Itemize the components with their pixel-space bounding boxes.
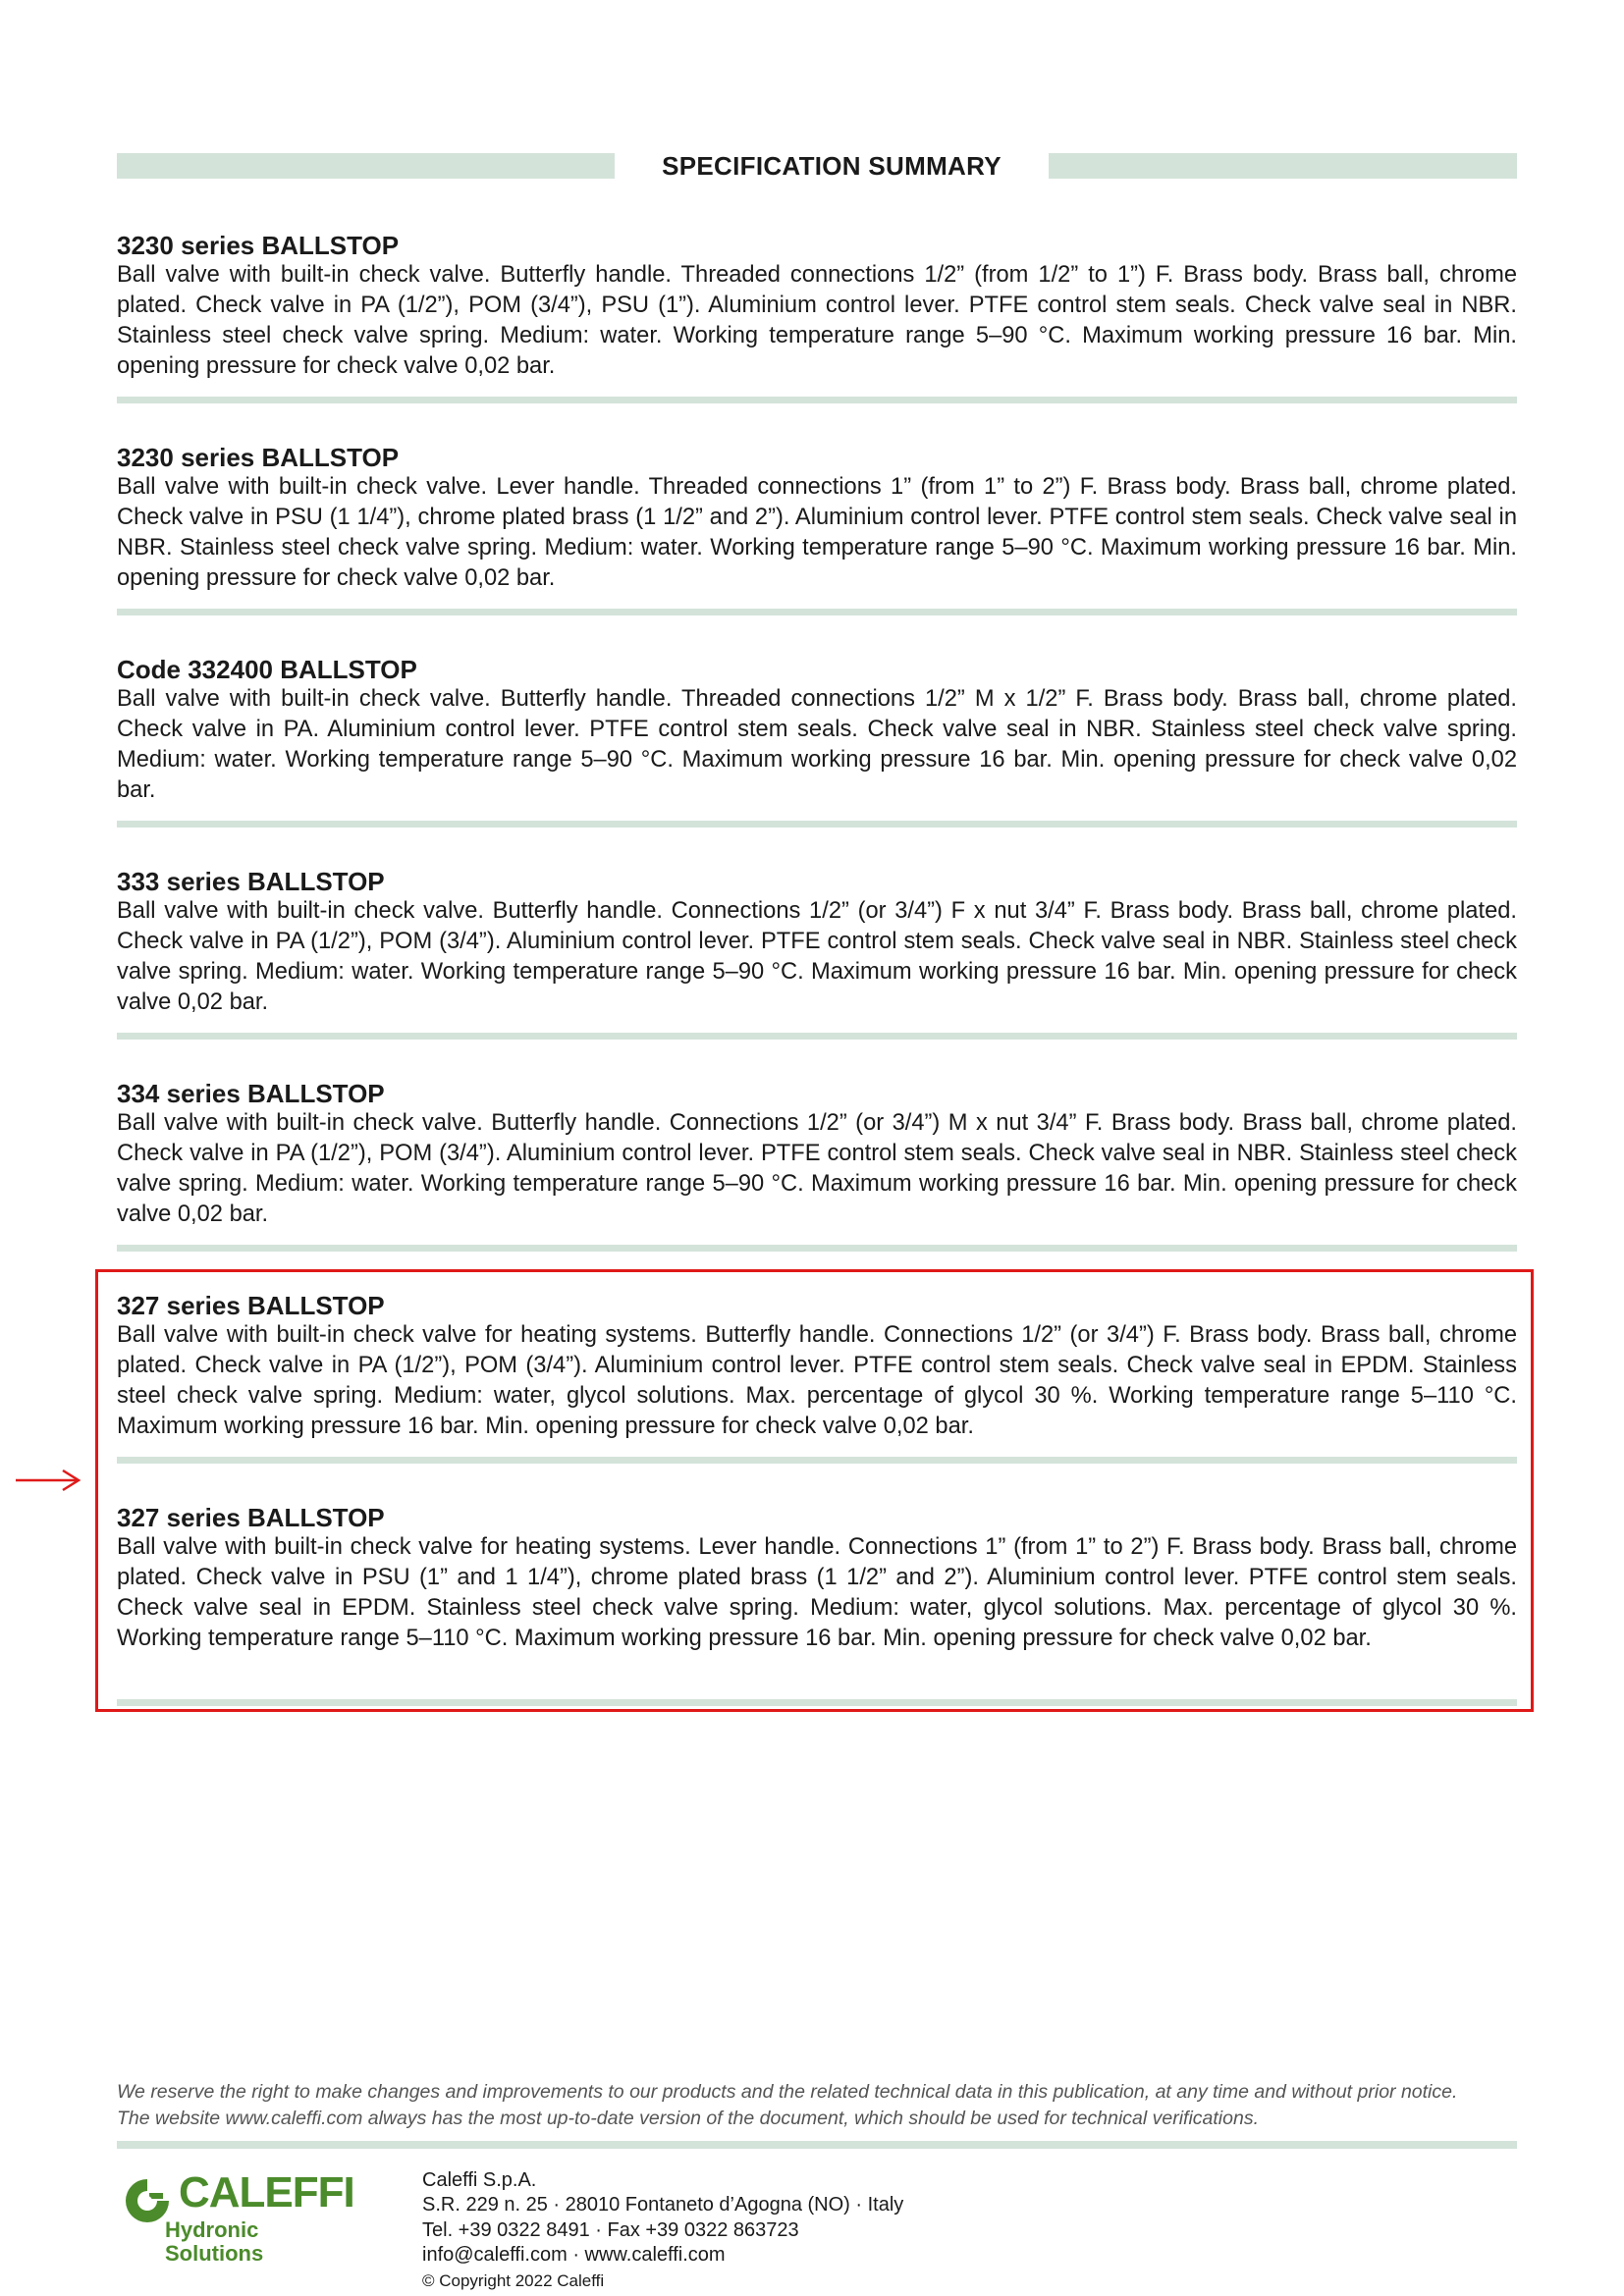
spec-section-333 xyxy=(117,867,1517,1018)
spec-section-3230-lever xyxy=(117,443,1517,594)
disclaimer xyxy=(117,2079,1517,2132)
company-info xyxy=(422,2168,903,2293)
logo-tagline: Hydronic Solutions xyxy=(165,2217,264,2266)
red-arrow-icon xyxy=(14,1467,82,1494)
section-text: Ball valve with built-in check valve for heating systems. Lever handle. Connections 1” (from 1” to 2”) F. Brass body. Brass ball, chrome plated. Check valve in PSU (1” and 1 1/4”), chrome plated brass (1 1/2” and 2”). Aluminium control lever. PTFE control stem seals. Check valve seal in EPDM. Stainless steel check valve spring. Medium: water, glycol solutions. Max. percentage of glycol 30 %. Working temperature range 5–110 °C. Maximum working pressure 16 bar. Min. opening pressure for check valve 0,02 bar. xyxy=(117,1534,1517,1651)
page-title: SPECIFICATION SUMMARY xyxy=(615,147,1049,185)
caleffi-logo xyxy=(120,2168,354,2266)
section-title: 327 series BALLSTOP xyxy=(117,1291,385,1320)
section-title: 3230 series BALLSTOP xyxy=(117,231,400,260)
section-title: 327 series BALLSTOP xyxy=(117,1503,385,1532)
spec-section-334 xyxy=(117,1079,1517,1230)
disclaimer-line: The website www.caleffi.com always has the most up-to-date version of the document, which should be used for technical verifications. xyxy=(117,2108,1259,2129)
section-divider xyxy=(117,1033,1517,1040)
footer-divider xyxy=(117,2141,1517,2149)
section-divider xyxy=(117,821,1517,828)
company-name: Caleffi S.p.A. xyxy=(422,2169,537,2191)
section-divider xyxy=(117,397,1517,403)
spec-section-332400 xyxy=(117,655,1517,806)
section-text: Ball valve with built-in check valve. Butterfly handle. Connections 1/2” (or 3/4”) M x nut 3/4” F. Brass body. Brass ball, chrome plated. Check valve in PA (1/2”), POM (3/4”). Aluminium control lever. PTFE control stem seals. Check valve seal in NBR. Stainless steel check valve spring. Medium: water. Working temperature range 5–90 °C. Maximum working pressure 16 bar. Min. opening pressure for check valve 0,02 bar. xyxy=(117,1110,1517,1227)
disclaimer-line: We reserve the right to make changes and improvements to our products and the related technical data in this publication, at any time and without prior notice. xyxy=(117,2081,1458,2103)
section-title: 333 series BALLSTOP xyxy=(117,867,385,896)
logo-wordmark: CALEFFI xyxy=(179,2168,354,2216)
company-address: S.R. 229 n. 25 · 28010 Fontaneto d’Agogna (NO) · Italy xyxy=(422,2194,904,2216)
section-text: Ball valve with built-in check valve. Lever handle. Threaded connections 1” (from 1” to 2”) F. Brass body. Brass ball, chrome plated. Check valve in PSU (1 1/4”), chrome plated brass (1 1/2” and 2”). Aluminium control lever. PTFE control stem seals. Check valve seal in NBR. Stainless steel check valve spring. Medium: water. Working temperature range 5–90 °C. Maximum working pressure 16 bar. Min. opening pressure for check valve 0,02 bar. xyxy=(117,474,1517,591)
section-text: Ball valve with built-in check valve for heating systems. Butterfly handle. Connections 1/2” (or 3/4”) F. Brass body. Brass ball, chrome plated. Check valve in PA (1/2”), POM (3/4”). Aluminium control lever. PTFE control stem seals. Check valve seal in EPDM. Stainless steel check valve spring. Medium: water, glycol solutions. Max. percentage of glycol 30 %. Working temperature range 5–110 °C. Maximum working pressure 16 bar. Min. opening pressure for check valve 0,02 bar. xyxy=(117,1322,1517,1439)
section-divider xyxy=(117,1245,1517,1252)
section-text: Ball valve with built-in check valve. Butterfly handle. Threaded connections 1/2” (from 1/2” to 1”) F. Brass body. Brass ball, chrome plated. Check valve in PA (1/2”), POM (3/4”), PSU (1”). Aluminium control lever. PTFE control stem seals. Check valve seal in NBR. Stainless steel check valve spring. Medium: water. Working temperature range 5–90 °C. Maximum working pressure 16 bar. Min. opening pressure for check valve 0,02 bar. xyxy=(117,262,1517,379)
highlight-box xyxy=(95,1269,1534,1712)
spec-section-3230-butterfly xyxy=(117,231,1517,382)
copyright: © Copyright 2022 Caleffi xyxy=(422,2270,605,2290)
section-title: Code 332400 BALLSTOP xyxy=(117,655,417,684)
section-title: 3230 series BALLSTOP xyxy=(117,443,400,472)
section-divider xyxy=(117,609,1517,615)
section-text: Ball valve with built-in check valve. Butterfly handle. Threaded connections 1/2” M x 1/2” F. Brass body. Brass ball, chrome plated. Check valve in PA. Aluminium control lever. PTFE control stem seals. Check valve seal in NBR. Stainless steel check valve spring. Medium: water. Working temperature range 5–90 °C. Maximum working pressure 16 bar. Min. opening pressure for check valve 0,02 bar. xyxy=(117,686,1517,803)
company-contact: info@caleffi.com · www.caleffi.com xyxy=(422,2244,726,2267)
company-phone: Tel. +39 0322 8491 · Fax +39 0322 863723 xyxy=(422,2218,799,2241)
section-text: Ball valve with built-in check valve. Butterfly handle. Connections 1/2” (or 3/4”) F x nut 3/4” F. Brass body. Brass ball, chrome plated. Check valve in PA (1/2”), POM (3/4”). Aluminium control lever. PTFE control stem seals. Check valve seal in NBR. Stainless steel check valve spring. Medium: water. Working temperature range 5–90 °C. Maximum working pressure 16 bar. Min. opening pressure for check valve 0,02 bar. xyxy=(117,898,1517,1015)
section-title: 334 series BALLSTOP xyxy=(117,1079,385,1108)
